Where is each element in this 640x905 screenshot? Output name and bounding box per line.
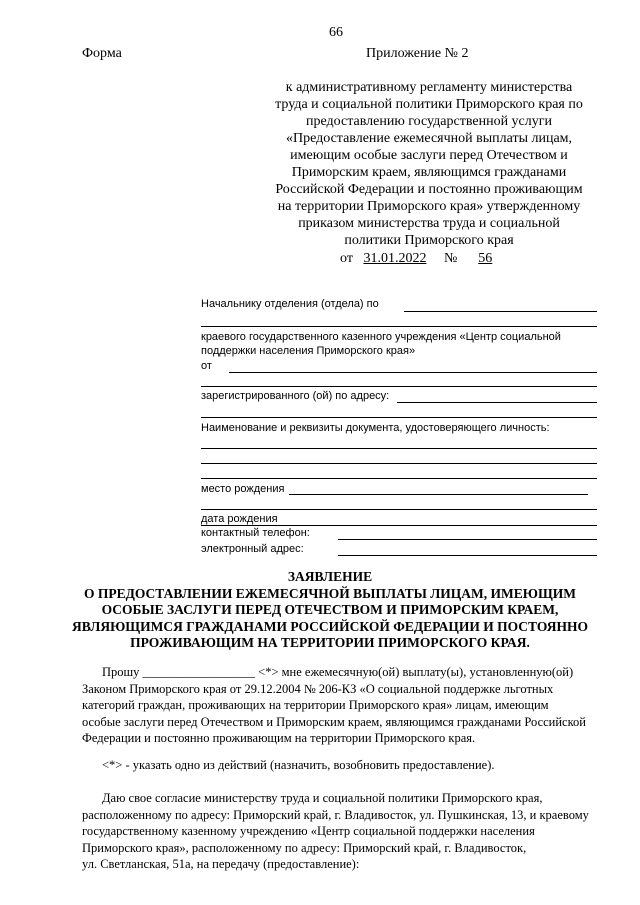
regulation-line: к административному регламенту министерства [285,80,573,95]
page-number: 66 [329,25,343,40]
order-date: 31.01.2022 [363,251,427,266]
order-prefix: от [340,251,353,266]
from-label: от [201,360,212,372]
birthplace-label: место рождения [201,483,285,495]
birthdate-label: дата рождения [201,513,278,525]
regulation-line: труда и социальной политики Приморского края по [275,97,583,112]
email-label: электронный адрес: [201,543,304,555]
head-field-line-2[interactable] [201,326,597,327]
regulation-line: Приморским краем, являющимся гражданами [291,165,567,180]
from-field-line-2[interactable] [201,386,597,387]
order-line [340,250,492,267]
address-field-line[interactable] [397,402,597,403]
request-first-line: Прошу __________________ <*> мне ежемесячную(ой) выплату(ы), установленную(ой) [102,665,574,679]
request-line: особые заслуги перед Отечеством и Приморским краем, являющимся гражданами Российской [82,714,586,729]
title-line: ПРОЖИВАЮЩИМ НА ТЕРРИТОРИИ ПРИМОРСКОГО КРАЯ. [130,635,530,650]
id-doc-field-line[interactable] [201,463,597,464]
request-line: Федерации и постоянно проживающим на территории Приморского края. [82,731,476,745]
request-line: категорий граждан, проживающих на территории Приморского края» лицам, имеющим [82,698,549,712]
regulation-line: Российской Федерации и постоянно проживающим [275,182,583,197]
regulation-line: политики Приморского края [344,233,514,248]
request-line: Законом Приморского края от 29.12.2004 № 206-КЗ «О социальной поддержке льготных [82,681,554,696]
phone-label: контактный телефон: [201,527,310,539]
title-line: О ПРЕДОСТАВЛЕНИИ ЕЖЕМЕСЯЧНОЙ ВЫПЛАТЫ ЛИЦАМ, ИМЕЮЩИМ [83,585,577,601]
email-field-line[interactable] [338,555,597,556]
consent-line: Приморского края», расположенному по адресу: Приморский край, г. Владивосток, [82,840,527,855]
birthplace-field-line-2[interactable] [201,509,597,510]
phone-field-line[interactable] [338,539,597,540]
regulation-line: предоставлению государственной услуги [306,114,552,129]
regulation-line: приказом министерства труда и социальной [298,216,560,231]
consent-line: ул. Светланская, 51а, на передачу (предоставление): [82,857,360,871]
id-doc-field-line[interactable] [201,478,597,479]
application-title [60,569,600,652]
consent-line: государственному казенному учреждению «Центр социальной поддержки населения [82,824,535,838]
order-number: 56 [478,251,493,266]
appendix-label: Приложение № 2 [366,46,469,61]
regulation-line: на территории Приморского края» утвержденному [277,199,581,214]
request-paragraph [82,664,598,747]
institution-line: краевого государственного казенного учреждения «Центр социальной [201,331,561,343]
from-field-line[interactable] [229,372,597,373]
regulation-block [239,79,619,249]
footnote: <*> - указать одно из действий (назначить, возобновить предоставление). [102,758,495,772]
address-field-line-2[interactable] [201,417,597,418]
order-number-label: № [443,251,458,266]
title-line: ОСОБЫЕ ЗАСЛУГИ ПЕРЕД ОТЕЧЕСТВОМ И ПРИМОРСКИМ КРАЕМ, [101,602,559,617]
regulation-line: имеющим особые заслуги перед Отечеством и [290,148,568,163]
id-doc-label: Наименование и реквизиты документа, удостоверяющего личность: [201,422,550,434]
head-field-line[interactable] [404,311,597,312]
birthplace-field-line[interactable] [289,494,588,495]
consent-paragraph [82,790,598,873]
regulation-line: «Предоставление ежемесячной выплаты лицам, [285,131,573,146]
id-doc-field-line[interactable] [201,448,597,449]
consent-first-line: Даю свое согласие министерству труда и социальной политики Приморского края, [102,791,543,805]
title-line: ЯВЛЯЮЩИМСЯ ГРАЖДАНАМИ РОССИЙСКОЙ ФЕДЕРАЦИИ И ПОСТОЯННО [72,618,588,634]
title-line: ЗАЯВЛЕНИЕ [287,569,373,584]
registered-label: зарегистрированного (ой) по адресу: [201,390,390,402]
head-label: Начальнику отделения (отдела) по [201,298,379,310]
institution-line: поддержки населения Приморского края» [201,345,416,357]
form-label: Форма [82,46,122,61]
consent-line: расположенному по адресу: Приморский край, г. Владивосток, ул. Пушкинская, 13, и краевому [82,807,589,822]
